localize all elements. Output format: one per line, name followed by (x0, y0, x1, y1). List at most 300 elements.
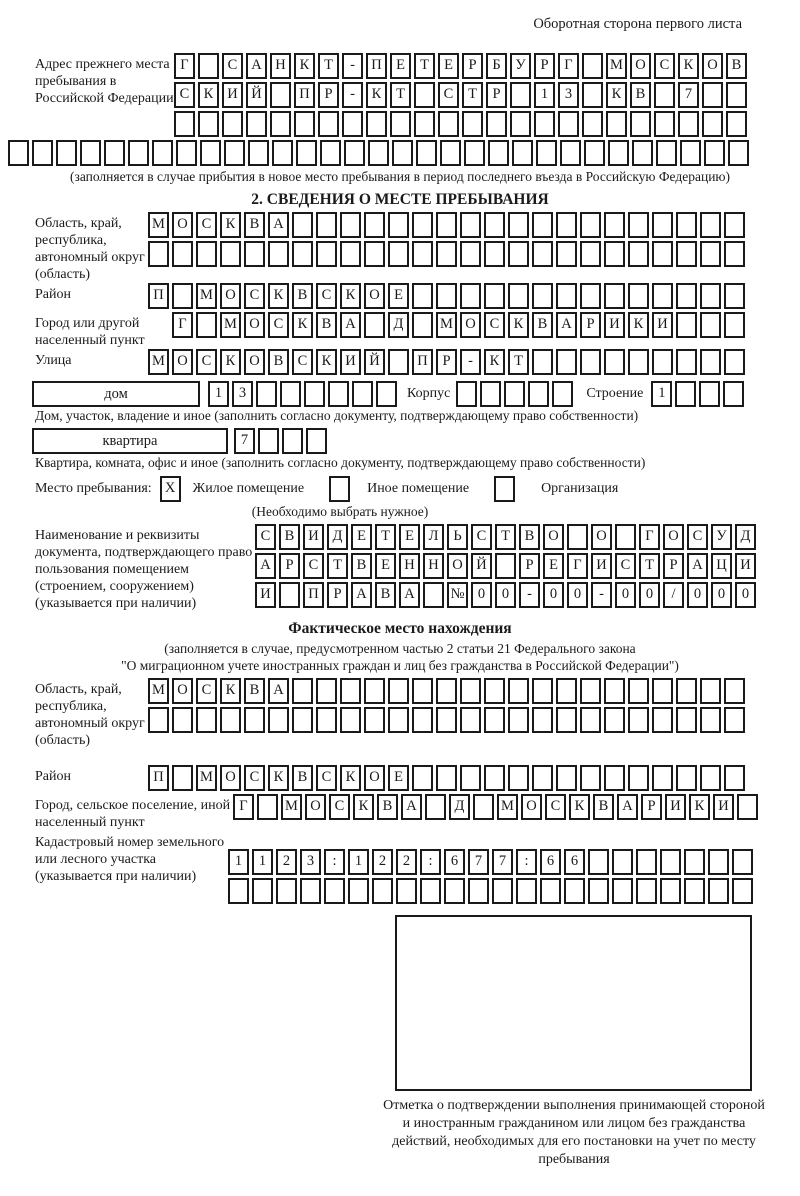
char-cell[interactable]: П (294, 82, 315, 108)
char-cell[interactable] (604, 349, 625, 375)
char-cell[interactable]: Е (375, 553, 396, 579)
char-cell[interactable] (344, 140, 365, 166)
char-cell[interactable]: О (447, 553, 468, 579)
char-cell[interactable] (678, 111, 699, 137)
char-cell[interactable] (484, 283, 505, 309)
char-cell[interactable]: 0 (495, 582, 516, 608)
char-cell[interactable] (340, 707, 361, 733)
char-cell[interactable] (606, 111, 627, 137)
char-cell[interactable]: - (342, 82, 363, 108)
char-cell[interactable]: К (220, 212, 241, 238)
char-cell[interactable]: 0 (615, 582, 636, 608)
char-cell[interactable] (364, 678, 385, 704)
char-cell[interactable]: С (292, 349, 313, 375)
char-cell[interactable] (636, 849, 657, 875)
char-cell[interactable]: О (630, 53, 651, 79)
char-cell[interactable] (292, 212, 313, 238)
char-cell[interactable]: Е (388, 765, 409, 791)
char-cell[interactable]: 7 (234, 428, 255, 454)
char-cell[interactable]: - (591, 582, 612, 608)
char-cell[interactable] (676, 241, 697, 267)
char-cell[interactable]: 0 (711, 582, 732, 608)
char-cell[interactable] (580, 283, 601, 309)
char-cell[interactable]: X (160, 476, 181, 502)
char-cell[interactable] (556, 678, 577, 704)
char-cell[interactable]: Г (558, 53, 579, 79)
char-cell[interactable] (364, 312, 385, 338)
char-cell[interactable] (468, 878, 489, 904)
char-cell[interactable] (198, 111, 219, 137)
char-cell[interactable] (200, 140, 221, 166)
char-cell[interactable] (257, 794, 278, 820)
char-cell[interactable]: С (255, 524, 276, 550)
char-cell[interactable]: С (316, 283, 337, 309)
char-cell[interactable]: Д (449, 794, 470, 820)
char-cell[interactable] (676, 312, 697, 338)
char-cell[interactable] (456, 381, 477, 407)
char-cell[interactable] (280, 381, 301, 407)
char-cell[interactable]: С (545, 794, 566, 820)
char-cell[interactable]: С (316, 765, 337, 791)
char-cell[interactable] (473, 794, 494, 820)
char-cell[interactable]: О (172, 349, 193, 375)
char-cell[interactable]: 6 (564, 849, 585, 875)
char-cell[interactable] (270, 111, 291, 137)
char-cell[interactable] (172, 765, 193, 791)
char-cell[interactable] (425, 794, 446, 820)
char-cell[interactable]: - (460, 349, 481, 375)
char-cell[interactable]: К (340, 765, 361, 791)
char-cell[interactable]: С (484, 312, 505, 338)
char-cell[interactable] (248, 140, 269, 166)
char-cell[interactable]: В (279, 524, 300, 550)
char-cell[interactable] (700, 349, 721, 375)
char-cell[interactable]: К (353, 794, 374, 820)
char-cell[interactable] (628, 707, 649, 733)
char-cell[interactable] (676, 765, 697, 791)
char-cell[interactable] (196, 707, 217, 733)
char-cell[interactable] (436, 212, 457, 238)
char-cell[interactable] (528, 381, 549, 407)
char-cell[interactable]: Д (388, 312, 409, 338)
char-cell[interactable]: 3 (232, 381, 253, 407)
char-cell[interactable]: - (519, 582, 540, 608)
char-cell[interactable]: С (654, 53, 675, 79)
char-cell[interactable]: С (244, 283, 265, 309)
char-cell[interactable] (708, 878, 729, 904)
char-cell[interactable] (608, 140, 629, 166)
char-cell[interactable] (676, 212, 697, 238)
char-cell[interactable]: Б (486, 53, 507, 79)
char-cell[interactable] (148, 241, 169, 267)
char-cell[interactable]: С (196, 349, 217, 375)
char-cell[interactable]: И (222, 82, 243, 108)
char-cell[interactable]: : (516, 849, 537, 875)
char-cell[interactable] (292, 241, 313, 267)
char-cell[interactable] (656, 140, 677, 166)
char-cell[interactable]: Е (390, 53, 411, 79)
char-cell[interactable] (436, 283, 457, 309)
char-cell[interactable] (340, 241, 361, 267)
char-cell[interactable] (584, 140, 605, 166)
char-cell[interactable]: К (316, 349, 337, 375)
char-cell[interactable] (628, 678, 649, 704)
char-cell[interactable]: О (364, 283, 385, 309)
char-cell[interactable] (340, 212, 361, 238)
char-cell[interactable]: Т (414, 53, 435, 79)
char-cell[interactable] (364, 212, 385, 238)
char-cell[interactable]: Т (327, 553, 348, 579)
char-cell[interactable] (676, 678, 697, 704)
char-cell[interactable]: С (268, 312, 289, 338)
char-cell[interactable] (582, 53, 603, 79)
char-cell[interactable] (388, 241, 409, 267)
char-cell[interactable] (724, 349, 745, 375)
char-cell[interactable] (504, 381, 525, 407)
char-cell[interactable] (556, 765, 577, 791)
char-cell[interactable]: С (174, 82, 195, 108)
char-cell[interactable] (699, 381, 720, 407)
char-cell[interactable]: Ц (711, 553, 732, 579)
char-cell[interactable]: Е (399, 524, 420, 550)
char-cell[interactable] (532, 765, 553, 791)
char-cell[interactable]: С (244, 765, 265, 791)
char-cell[interactable]: А (401, 794, 422, 820)
char-cell[interactable] (272, 140, 293, 166)
char-cell[interactable]: 2 (396, 849, 417, 875)
char-cell[interactable]: 1 (208, 381, 229, 407)
char-cell[interactable]: № (447, 582, 468, 608)
char-cell[interactable]: 3 (558, 82, 579, 108)
char-cell[interactable] (292, 707, 313, 733)
char-cell[interactable]: П (366, 53, 387, 79)
char-cell[interactable]: А (351, 582, 372, 608)
char-cell[interactable]: Е (438, 53, 459, 79)
char-cell[interactable] (652, 765, 673, 791)
char-cell[interactable]: В (593, 794, 614, 820)
char-cell[interactable] (700, 765, 721, 791)
char-cell[interactable] (258, 428, 279, 454)
char-cell[interactable]: А (255, 553, 276, 579)
char-cell[interactable] (700, 212, 721, 238)
char-cell[interactable]: К (220, 349, 241, 375)
char-cell[interactable] (324, 878, 345, 904)
char-cell[interactable]: 1 (534, 82, 555, 108)
char-cell[interactable]: С (687, 524, 708, 550)
char-cell[interactable] (420, 878, 441, 904)
char-cell[interactable]: М (196, 283, 217, 309)
char-cell[interactable]: М (220, 312, 241, 338)
char-cell[interactable] (444, 878, 465, 904)
char-cell[interactable] (436, 241, 457, 267)
char-cell[interactable] (460, 283, 481, 309)
char-cell[interactable] (604, 765, 625, 791)
char-cell[interactable]: Р (663, 553, 684, 579)
char-cell[interactable] (580, 349, 601, 375)
char-cell[interactable] (628, 283, 649, 309)
char-cell[interactable] (80, 140, 101, 166)
char-cell[interactable]: К (268, 283, 289, 309)
char-cell[interactable] (268, 707, 289, 733)
char-cell[interactable] (390, 111, 411, 137)
char-cell[interactable] (652, 212, 673, 238)
char-cell[interactable] (494, 476, 515, 502)
char-cell[interactable] (700, 283, 721, 309)
char-cell[interactable] (726, 111, 747, 137)
char-cell[interactable] (388, 212, 409, 238)
char-cell[interactable] (396, 878, 417, 904)
char-cell[interactable]: О (220, 765, 241, 791)
char-cell[interactable] (244, 241, 265, 267)
stay-checkbox-organization[interactable] (494, 476, 518, 502)
char-cell[interactable]: М (606, 53, 627, 79)
char-cell[interactable] (316, 241, 337, 267)
char-cell[interactable]: Н (399, 553, 420, 579)
char-cell[interactable] (512, 140, 533, 166)
char-cell[interactable]: Й (246, 82, 267, 108)
char-cell[interactable] (615, 524, 636, 550)
char-cell[interactable] (364, 241, 385, 267)
char-cell[interactable] (604, 707, 625, 733)
char-cell[interactable]: К (484, 349, 505, 375)
char-cell[interactable] (628, 212, 649, 238)
char-cell[interactable]: 1 (252, 849, 273, 875)
char-cell[interactable] (534, 111, 555, 137)
char-cell[interactable]: О (521, 794, 542, 820)
char-cell[interactable]: Д (735, 524, 756, 550)
char-cell[interactable] (172, 283, 193, 309)
char-cell[interactable]: 6 (444, 849, 465, 875)
char-cell[interactable] (484, 678, 505, 704)
char-cell[interactable]: П (148, 283, 169, 309)
char-cell[interactable]: В (375, 582, 396, 608)
char-cell[interactable] (460, 241, 481, 267)
char-cell[interactable]: Т (462, 82, 483, 108)
char-cell[interactable] (508, 283, 529, 309)
char-cell[interactable]: 0 (687, 582, 708, 608)
char-cell[interactable] (460, 678, 481, 704)
char-cell[interactable]: В (292, 283, 313, 309)
char-cell[interactable] (724, 241, 745, 267)
char-cell[interactable]: А (268, 212, 289, 238)
char-cell[interactable] (484, 241, 505, 267)
char-cell[interactable]: Р (462, 53, 483, 79)
char-cell[interactable]: 0 (567, 582, 588, 608)
char-cell[interactable]: Р (436, 349, 457, 375)
char-cell[interactable] (652, 678, 673, 704)
char-cell[interactable] (604, 241, 625, 267)
char-cell[interactable]: В (316, 312, 337, 338)
char-cell[interactable] (388, 349, 409, 375)
char-cell[interactable]: Т (390, 82, 411, 108)
char-cell[interactable] (152, 140, 173, 166)
char-cell[interactable]: С (438, 82, 459, 108)
char-cell[interactable]: О (172, 678, 193, 704)
char-cell[interactable]: О (244, 312, 265, 338)
stay-checkbox-residential[interactable] (160, 476, 184, 502)
char-cell[interactable]: 3 (300, 849, 321, 875)
char-cell[interactable] (352, 381, 373, 407)
char-cell[interactable]: Г (639, 524, 660, 550)
char-cell[interactable] (556, 349, 577, 375)
char-cell[interactable]: Р (580, 312, 601, 338)
char-cell[interactable] (636, 878, 657, 904)
char-cell[interactable]: Д (327, 524, 348, 550)
char-cell[interactable]: К (340, 283, 361, 309)
char-cell[interactable] (732, 878, 753, 904)
char-cell[interactable] (704, 140, 725, 166)
char-cell[interactable]: 2 (276, 849, 297, 875)
char-cell[interactable]: Р (318, 82, 339, 108)
char-cell[interactable] (680, 140, 701, 166)
char-cell[interactable] (412, 241, 433, 267)
char-cell[interactable] (558, 111, 579, 137)
char-cell[interactable] (196, 312, 217, 338)
char-cell[interactable] (660, 849, 681, 875)
char-cell[interactable]: 7 (468, 849, 489, 875)
char-cell[interactable] (724, 678, 745, 704)
char-cell[interactable]: С (471, 524, 492, 550)
char-cell[interactable] (724, 312, 745, 338)
char-cell[interactable] (148, 707, 169, 733)
char-cell[interactable]: К (508, 312, 529, 338)
char-cell[interactable] (628, 349, 649, 375)
char-cell[interactable]: К (220, 678, 241, 704)
char-cell[interactable]: 1 (651, 381, 672, 407)
char-cell[interactable]: И (303, 524, 324, 550)
char-cell[interactable]: Л (423, 524, 444, 550)
char-cell[interactable]: О (591, 524, 612, 550)
char-cell[interactable]: Е (351, 524, 372, 550)
char-cell[interactable] (580, 707, 601, 733)
char-cell[interactable]: И (665, 794, 686, 820)
char-cell[interactable] (737, 794, 758, 820)
char-cell[interactable] (676, 349, 697, 375)
char-cell[interactable] (316, 707, 337, 733)
char-cell[interactable]: 0 (543, 582, 564, 608)
char-cell[interactable]: Р (641, 794, 662, 820)
char-cell[interactable] (412, 707, 433, 733)
char-cell[interactable] (726, 82, 747, 108)
char-cell[interactable]: Г (174, 53, 195, 79)
char-cell[interactable] (564, 878, 585, 904)
char-cell[interactable]: Й (364, 349, 385, 375)
char-cell[interactable]: М (436, 312, 457, 338)
char-cell[interactable]: 0 (735, 582, 756, 608)
char-cell[interactable] (588, 849, 609, 875)
char-cell[interactable] (604, 283, 625, 309)
char-cell[interactable] (368, 140, 389, 166)
char-cell[interactable] (724, 283, 745, 309)
char-cell[interactable]: И (604, 312, 625, 338)
char-cell[interactable] (279, 582, 300, 608)
char-cell[interactable]: О (460, 312, 481, 338)
char-cell[interactable] (320, 140, 341, 166)
char-cell[interactable] (372, 878, 393, 904)
char-cell[interactable] (654, 111, 675, 137)
char-cell[interactable]: Г (172, 312, 193, 338)
char-cell[interactable]: 0 (639, 582, 660, 608)
char-cell[interactable] (306, 428, 327, 454)
char-cell[interactable] (588, 878, 609, 904)
char-cell[interactable]: П (412, 349, 433, 375)
char-cell[interactable]: К (268, 765, 289, 791)
char-cell[interactable] (676, 707, 697, 733)
char-cell[interactable] (732, 849, 753, 875)
char-cell[interactable]: 0 (471, 582, 492, 608)
char-cell[interactable]: О (305, 794, 326, 820)
char-cell[interactable] (172, 707, 193, 733)
char-cell[interactable] (460, 212, 481, 238)
char-cell[interactable] (388, 678, 409, 704)
char-cell[interactable]: Г (233, 794, 254, 820)
char-cell[interactable]: П (148, 765, 169, 791)
char-cell[interactable] (460, 707, 481, 733)
char-cell[interactable]: Р (519, 553, 540, 579)
char-cell[interactable] (484, 707, 505, 733)
char-cell[interactable] (436, 678, 457, 704)
char-cell[interactable] (652, 283, 673, 309)
char-cell[interactable] (416, 140, 437, 166)
char-cell[interactable] (540, 878, 561, 904)
char-cell[interactable]: В (377, 794, 398, 820)
char-cell[interactable]: Т (639, 553, 660, 579)
char-cell[interactable] (700, 312, 721, 338)
char-cell[interactable]: Ь (447, 524, 468, 550)
char-cell[interactable] (676, 283, 697, 309)
char-cell[interactable]: С (615, 553, 636, 579)
char-cell[interactable] (329, 476, 350, 502)
char-cell[interactable] (508, 765, 529, 791)
char-cell[interactable] (700, 678, 721, 704)
char-cell[interactable] (172, 241, 193, 267)
char-cell[interactable] (196, 241, 217, 267)
char-cell[interactable] (220, 241, 241, 267)
char-cell[interactable] (582, 111, 603, 137)
char-cell[interactable] (412, 312, 433, 338)
char-cell[interactable]: К (569, 794, 590, 820)
char-cell[interactable]: О (220, 283, 241, 309)
char-cell[interactable]: Р (534, 53, 555, 79)
char-cell[interactable] (532, 678, 553, 704)
char-cell[interactable] (412, 678, 433, 704)
char-cell[interactable] (532, 212, 553, 238)
char-cell[interactable] (532, 707, 553, 733)
char-cell[interactable] (488, 140, 509, 166)
char-cell[interactable] (556, 707, 577, 733)
char-cell[interactable] (700, 707, 721, 733)
char-cell[interactable]: С (329, 794, 350, 820)
char-cell[interactable] (508, 212, 529, 238)
char-cell[interactable]: О (364, 765, 385, 791)
char-cell[interactable]: К (606, 82, 627, 108)
char-cell[interactable] (700, 241, 721, 267)
char-cell[interactable] (423, 582, 444, 608)
char-cell[interactable] (604, 678, 625, 704)
char-cell[interactable] (440, 140, 461, 166)
char-cell[interactable] (32, 140, 53, 166)
char-cell[interactable]: И (340, 349, 361, 375)
char-cell[interactable] (270, 82, 291, 108)
char-cell[interactable] (580, 765, 601, 791)
char-cell[interactable]: 7 (678, 82, 699, 108)
char-cell[interactable]: О (172, 212, 193, 238)
char-cell[interactable] (176, 140, 197, 166)
char-cell[interactable]: И (255, 582, 276, 608)
char-cell[interactable]: Н (423, 553, 444, 579)
char-cell[interactable] (628, 241, 649, 267)
char-cell[interactable] (580, 678, 601, 704)
